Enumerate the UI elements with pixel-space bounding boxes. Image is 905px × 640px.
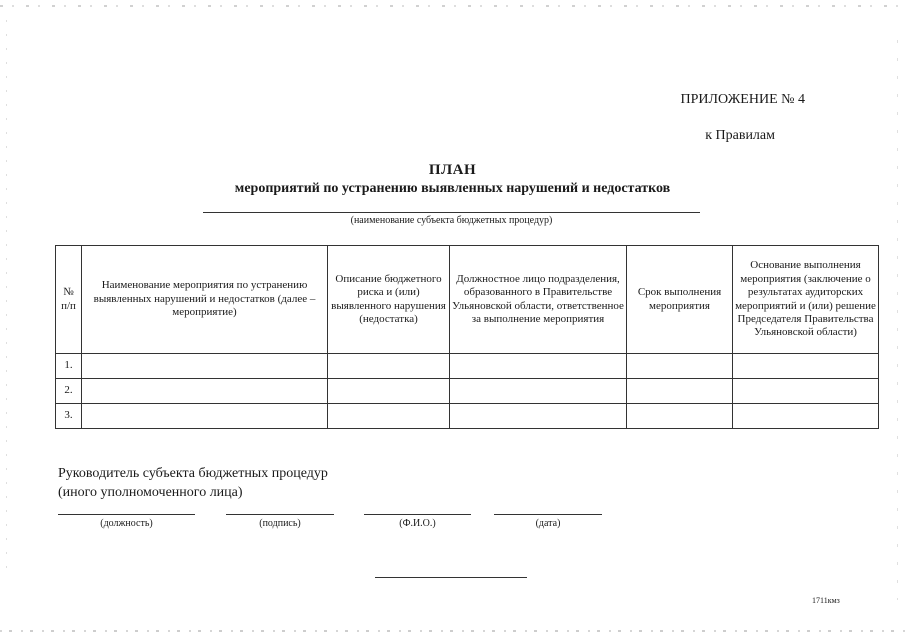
signature-line	[226, 514, 334, 515]
table-row	[56, 354, 879, 379]
table-cell	[82, 404, 328, 429]
date-line	[494, 514, 602, 515]
scan-edge-top	[0, 5, 905, 7]
table-cell	[733, 404, 879, 429]
plan-table	[55, 245, 879, 429]
table-cell	[82, 354, 328, 379]
table-cell	[328, 379, 450, 404]
table-cell	[627, 404, 733, 429]
plan-subtitle: мероприятий по устранению выявленных нарушений и недостатков	[234, 181, 671, 196]
row-number: 3.	[56, 404, 82, 429]
table-cell	[328, 404, 450, 429]
signatory-title	[58, 465, 478, 503]
full-name-caption: (Ф.И.О.)	[399, 518, 436, 529]
table-cell	[450, 404, 627, 429]
full-name-line	[364, 514, 471, 515]
table-cell	[733, 379, 879, 404]
position-caption: (должность)	[100, 518, 153, 529]
plan-title: ПЛАН	[428, 162, 477, 178]
scan-edge-right	[897, 40, 898, 600]
header-number: № п/п	[56, 246, 82, 354]
entity-name-line	[203, 212, 700, 213]
signature-caption: (подпись)	[259, 518, 301, 529]
table-cell	[627, 354, 733, 379]
table-cell	[450, 354, 627, 379]
date-caption: (дата)	[535, 518, 561, 529]
table-cell	[328, 354, 450, 379]
form-code: 1711кмз	[812, 596, 840, 605]
header-measure-name: Наименование мероприятия по устранению выявленных нарушений и недостатков (далее – мероприятие)	[82, 246, 328, 354]
table-row	[56, 404, 879, 429]
header-responsible-official: Должностное лицо подразделения, образованного в Правительстве Ульяновской области, ответственное за выполнение мероприятия	[450, 246, 627, 354]
signatory-title-line1: Руководитель субъекта бюджетных процедур	[58, 466, 328, 481]
table-cell	[82, 379, 328, 404]
table-cell	[733, 354, 879, 379]
appendix-subtitle: к Правилам	[705, 128, 775, 143]
appendix-title: ПРИЛОЖЕНИЕ № 4	[680, 92, 805, 107]
scan-edge-bottom	[0, 630, 905, 632]
table-row	[56, 379, 879, 404]
header-basis: Основание выполнения мероприятия (заключение о результатах аудиторских мероприятий и (или) решение Председателя Правительства Ульяновской области)	[733, 246, 879, 354]
table-cell	[627, 379, 733, 404]
entity-name-caption: (наименование субъекта бюджетных процедур)	[350, 215, 553, 226]
table-cell	[450, 379, 627, 404]
table-header-row	[56, 246, 879, 354]
row-number: 1.	[56, 354, 82, 379]
scan-edge-left	[6, 20, 7, 580]
bottom-separator-line	[375, 577, 527, 578]
header-deadline: Срок выполнения мероприятия	[627, 246, 733, 354]
row-number: 2.	[56, 379, 82, 404]
position-line	[58, 514, 195, 515]
header-risk-description: Описание бюджетного риска и (или) выявленного нарушения (недостатка)	[328, 246, 450, 354]
signatory-title-line2: (иного уполномоченного лица)	[58, 484, 243, 500]
